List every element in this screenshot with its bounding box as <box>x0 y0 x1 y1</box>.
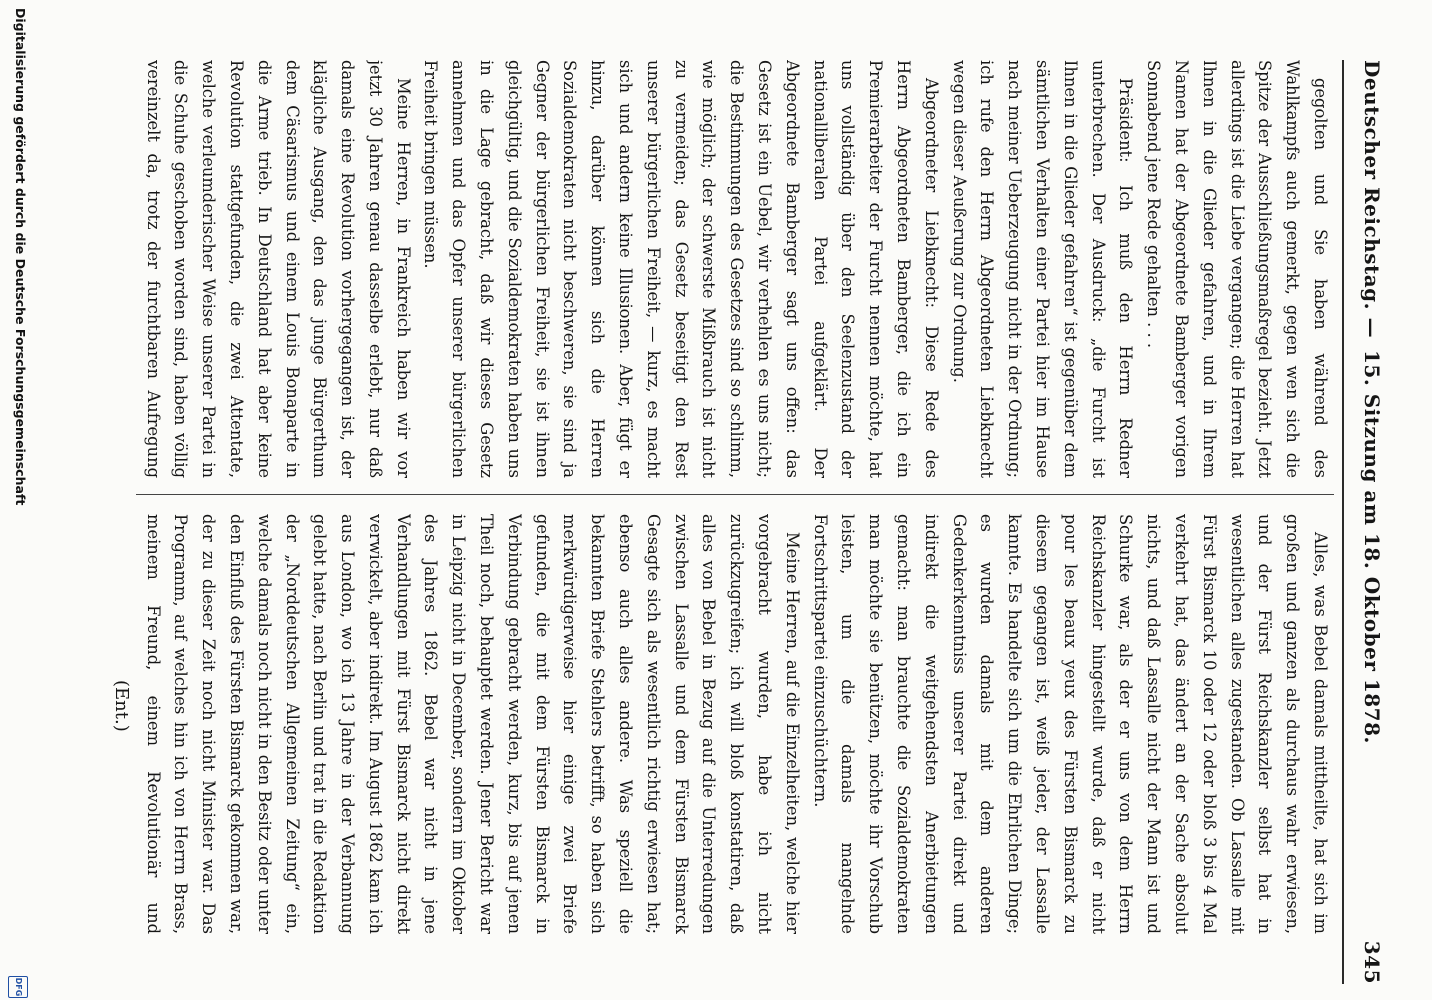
continuation-mark: (Ent.) <box>111 680 132 732</box>
dfg-logo-icon: DFG <box>8 976 28 998</box>
left-text-column <box>136 60 1334 478</box>
paragraph: Präsident: Ich muß den Herrn Redner unterbrechen. Der Ausdruck: „die Furcht ist Ihnen in die Glieder gefahren“ ist gegenüber dem sämtlichen Verhalten einer Partei hier im Hause nach meiner Ueberzeugung nicht in der Ordnung; ich rufe den Herrn Abgeordneten Liebknecht wegen dieser Aeußerung zur Ordnung. <box>949 60 1136 478</box>
paragraph: Abgeordneter Liebknecht: Diese Rede des Herrn Abgeordneten Bamberger, die ich ein Premierarbeiter der Furcht nennen möchte, hat uns vollständig über den Seelenzustand der nationalliberalen Partei aufgeklärt. Der Abgeordnete Bamberger sagt uns offen: das Gesetz ist ein Uebel, wir verhehlen es uns nicht; die Bestimmungen des Gesetzes sind so schlimm, wie möglich; der schwerste Mißbrauch ist nicht zu vermeiden; das Gesetz beseitigt den Rest unserer bürgerlichen Freiheit, — kurz, es macht sich und andern keine Illusionen. Aber, fügt er hinzu, darüber können sich die Herren Sozialdemokraten nicht beschweren, sie sind ja Gegner der bürgerlichen Freiheit, sie ist ihnen gleichgültig, und die Sozialdemokraten haben uns in die Lage gebracht, daß wir dieses Gesetz annehmen und das Opfer unserer bürgerlichen Freiheit bringen müssen. <box>421 60 941 478</box>
paragraph: gegolten und Sie haben während des Wahlkampfs auch gemerkt, gegen wen sich die Spitze der Ausschließungsmaßregel bezieht. Jetzt allerdings ist die Liebe vergangen; die Herren hat Ihnen in die Glieder gefahren, und in Ihrem Namen hat der Abgeordnete Bamberger vorigen Sonnabend jene Rede gehalten . . . <box>1144 60 1330 478</box>
paragraph: Meine Herren, auf die Einzelheiten, welche hier vorgebracht wurden, habe ich nicht zurückzugreifen; ich will bloß konstatiren, daß alles von Bebel in Bezug auf die Unterredungen zwischen Lassalle und dem Fürsten Bismarck Gesagte sich als wesentlich richtig erwiesen hat; ebenso auch alles andere. Was speziell die bekannten Briefe Stehlers betrifft, so haben sich merkwürdigerweise hier einige zwei Briefe gefunden, die mit dem Fürsten Bismarck in Verbindung gebracht werden, kurz, bis auf jenen Theil noch, behauptet werden. Jener Bericht war in Leipzig nicht in December, sondern im Oktober des Jahres 1862. Bebel war nicht in jene Verhandlungen mit Fürst Bismarck nicht direkt verwickelt, aber indirekt. Im August 1862 kam ich aus London, wo ich 13 Jahre in der Verbannung gelebt hatte, nach Berlin und trat in die Redaktion der „Norddeutschen Allgemeinen Zeitung“ ein, welche damals noch nicht in den Besitz oder unter den Einfluß des Fürsten Bismarck gekommen war, der zu dieser Zeit noch nicht Minister war. Das Programm, auf welches hin ich von Herrn Brass, meinem Freund, einem Revolutionär und <box>143 514 802 934</box>
column-divider <box>136 494 1334 495</box>
header-rule <box>1342 60 1344 984</box>
session-title: 15. Sitzung am 18. Oktober 1878. <box>1360 350 1384 744</box>
page-header <box>1352 60 1392 984</box>
digitization-credit: Digitalisierung gefördert durch die Deutsche Forschungsgemeinschaft <box>13 8 28 506</box>
page-number: 345 <box>1360 940 1384 984</box>
running-title: Deutscher Reichstag. — <box>1360 60 1384 339</box>
paragraph: Meine Herren, in Frankreich haben wir vor jetzt 30 Jahren genau dasselbe erlebt, nur daß damals eine Revolution vorhergegangen ist, der klägliche Ausgang, den das junge Bürgerthum dem Cäsarismus und einem Louis Bonaparte in die Arme trieb. In Deutschland hat aber keine Revolution stattgefunden, die zwei Attentate, welche verleumderischer Weise unserer Partei in die Schuhe geschoben worden sind, haben völlig vereinzelt da, trotz der furchtbaren Aufregung <box>143 60 413 478</box>
paragraph: Alles, was Bebel damals mittheilte, hat sich im großen und ganzen als durchaus wahr erwiesen, und der Fürst Reichskanzler selbst hat in wesentlichen alles zugestanden. Ob Lassalle mit Fürst Bismarck 10 oder 12 oder bloß 3 bis 4 Mal verkehrt hat, das ändert an der Sache absolut nichts, und daß Lassalle nicht der Mann ist und Schurke war, als der er uns von dem Herrn Reichskanzler hingestellt wurde, daß er nicht pour les beaux yeux des Fürsten Bismarck zu diesem gegangen ist, weiß jeder, der Lassalle kannte. Es handelte sich um die Ehrlichen Dinge; es wurden damals mit dem anderen Gedenkerkenntniss unserer Partei direkt und indirekt die weitgehendsten Anerbietungen gemacht: man brauchte die Sozialdemokraten man möchte sie benützen, möchte ihr Vorschub leisten, um die damals mangelnde Fortschrittspartei einzuschüchtern. <box>810 514 1330 934</box>
right-text-column <box>136 514 1334 934</box>
